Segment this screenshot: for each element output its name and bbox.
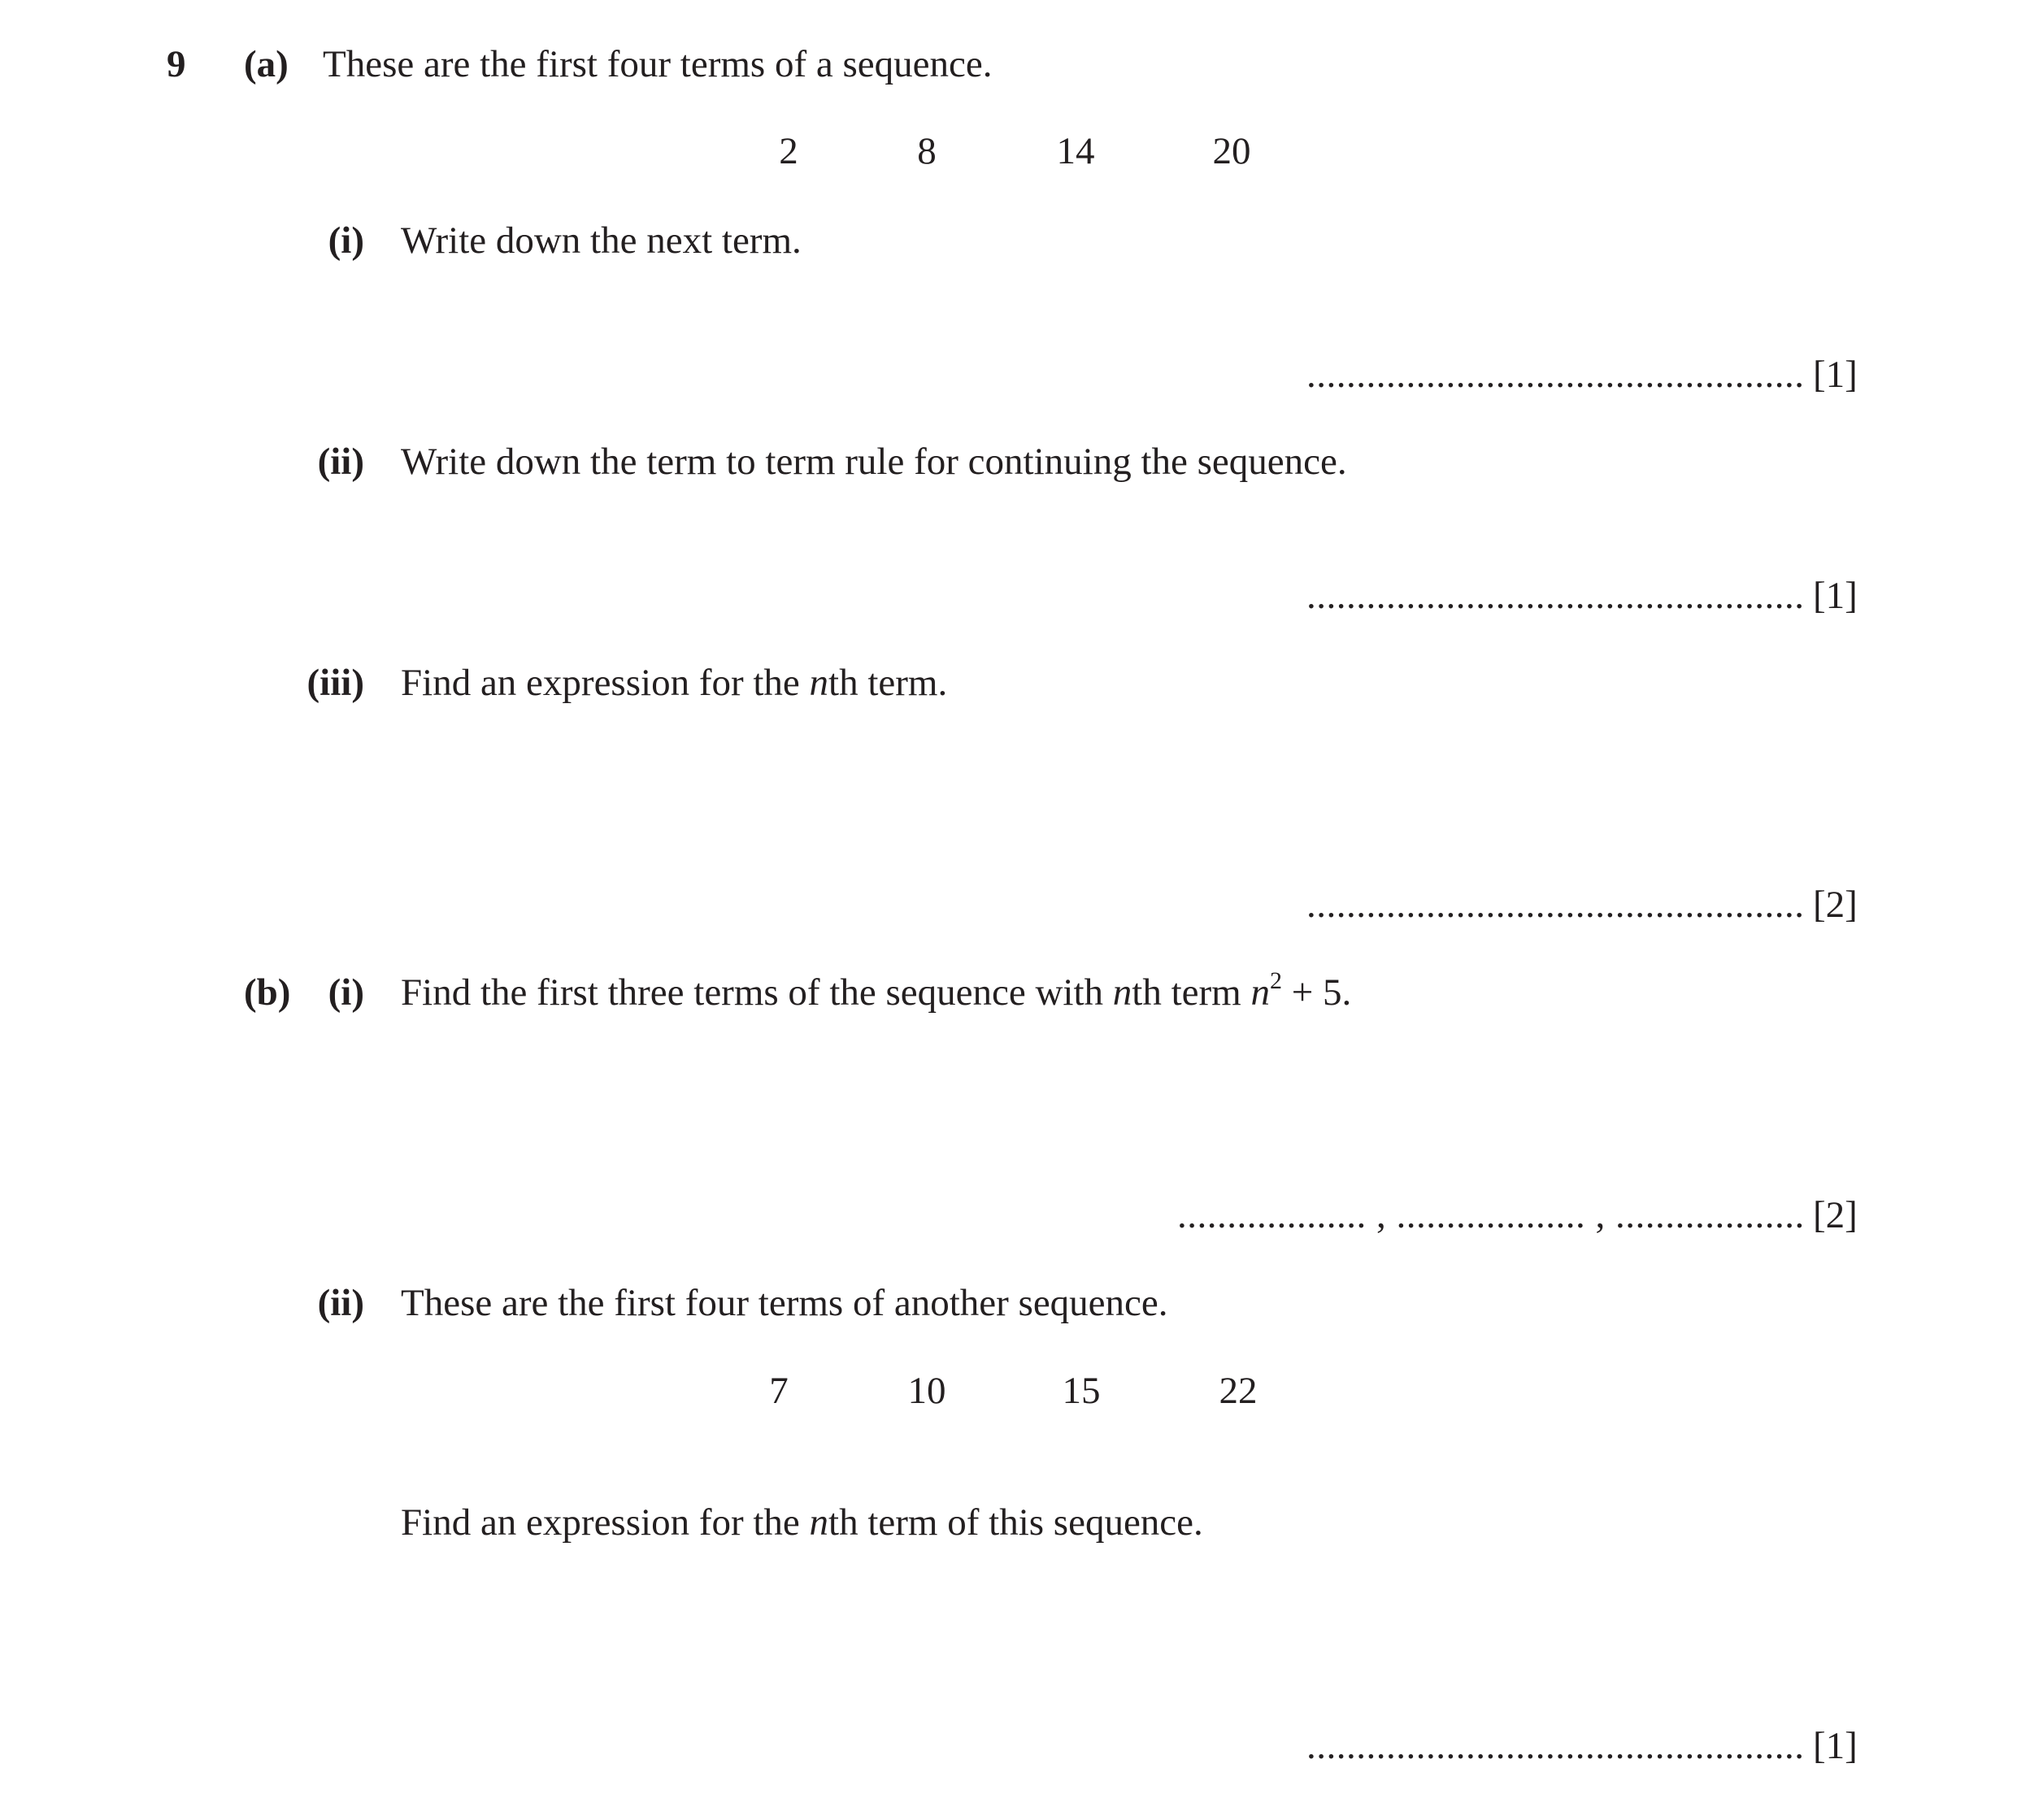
part-a-iii-label: (iii): [306, 662, 364, 704]
part-a-iii-text-before: Find an expression for the: [401, 662, 810, 704]
part-b-i-text: [401, 967, 1352, 1014]
part-b-ii-text-before: Find an expression for the: [401, 1501, 810, 1544]
sequence-b-term-4: 22: [1219, 1370, 1258, 1412]
sequence-a-term-4: 20: [1212, 130, 1251, 172]
part-a-iii-text-after: th term.: [828, 662, 948, 704]
part-b-i-text-before: Find the first three terms of the sequence with: [401, 971, 1113, 1014]
part-a-i-text: Write down the next term.: [401, 219, 802, 262]
part-b-ii-label: (ii): [317, 1282, 364, 1324]
part-b-i-expr-rest: + 5.: [1281, 971, 1352, 1014]
part-b-i-marks: [2]: [1813, 1194, 1858, 1236]
part-b-ii-marks: [1]: [1813, 1725, 1858, 1767]
part-a-ii-answer-line[interactable]: ..................................................: [1306, 575, 1805, 617]
part-b-i-text-mid: th term: [1132, 971, 1251, 1014]
part-b-label: (b): [244, 971, 291, 1014]
part-a-i-answer-line[interactable]: ..................................................: [1306, 354, 1805, 396]
part-b-ii-intro: These are the first four terms of another sequence.: [401, 1282, 1168, 1324]
part-a-label: (a): [244, 43, 289, 85]
part-a-iii-answer-line[interactable]: ..................................................: [1306, 884, 1805, 926]
sequence-a-term-1: 2: [779, 130, 798, 172]
question-number: 9: [167, 43, 186, 85]
sequence-a-term-2: 8: [917, 130, 937, 172]
part-a-ii-text: Write down the term to term rule for continuing the sequence.: [401, 441, 1347, 483]
part-a-iii-italic-n: n: [809, 662, 829, 704]
part-b-i-expr-exp: 2: [1269, 967, 1282, 994]
part-b-ii-answer-line[interactable]: ..................................................: [1306, 1725, 1805, 1767]
part-b-ii-italic-n: n: [809, 1501, 829, 1544]
sequence-b-term-2: 10: [907, 1370, 946, 1412]
part-b-i-italic-n: n: [1112, 971, 1132, 1014]
part-a-iii-marks: [2]: [1813, 884, 1858, 926]
part-b-i-label: (i): [328, 971, 364, 1014]
part-b-ii-text: [401, 1501, 1203, 1544]
sequence-b-term-1: 7: [769, 1370, 789, 1412]
part-b-ii-text-after: th term of this sequence.: [828, 1501, 1203, 1544]
sequence-b-term-3: 15: [1062, 1370, 1101, 1412]
part-b-i-answer-line[interactable]: ................... , ................... , ...................: [1177, 1194, 1805, 1236]
sequence-a-term-3: 14: [1056, 130, 1095, 172]
part-a-ii-marks: [1]: [1813, 575, 1858, 617]
part-a-ii-label: (ii): [317, 441, 364, 483]
part-a-i-marks: [1]: [1813, 354, 1858, 396]
part-b-i-expr-var: n: [1250, 971, 1270, 1014]
part-a-i-label: (i): [328, 219, 364, 262]
part-a-iii-text: [401, 664, 947, 702]
part-a-intro: These are the first four terms of a sequence.: [323, 43, 993, 85]
